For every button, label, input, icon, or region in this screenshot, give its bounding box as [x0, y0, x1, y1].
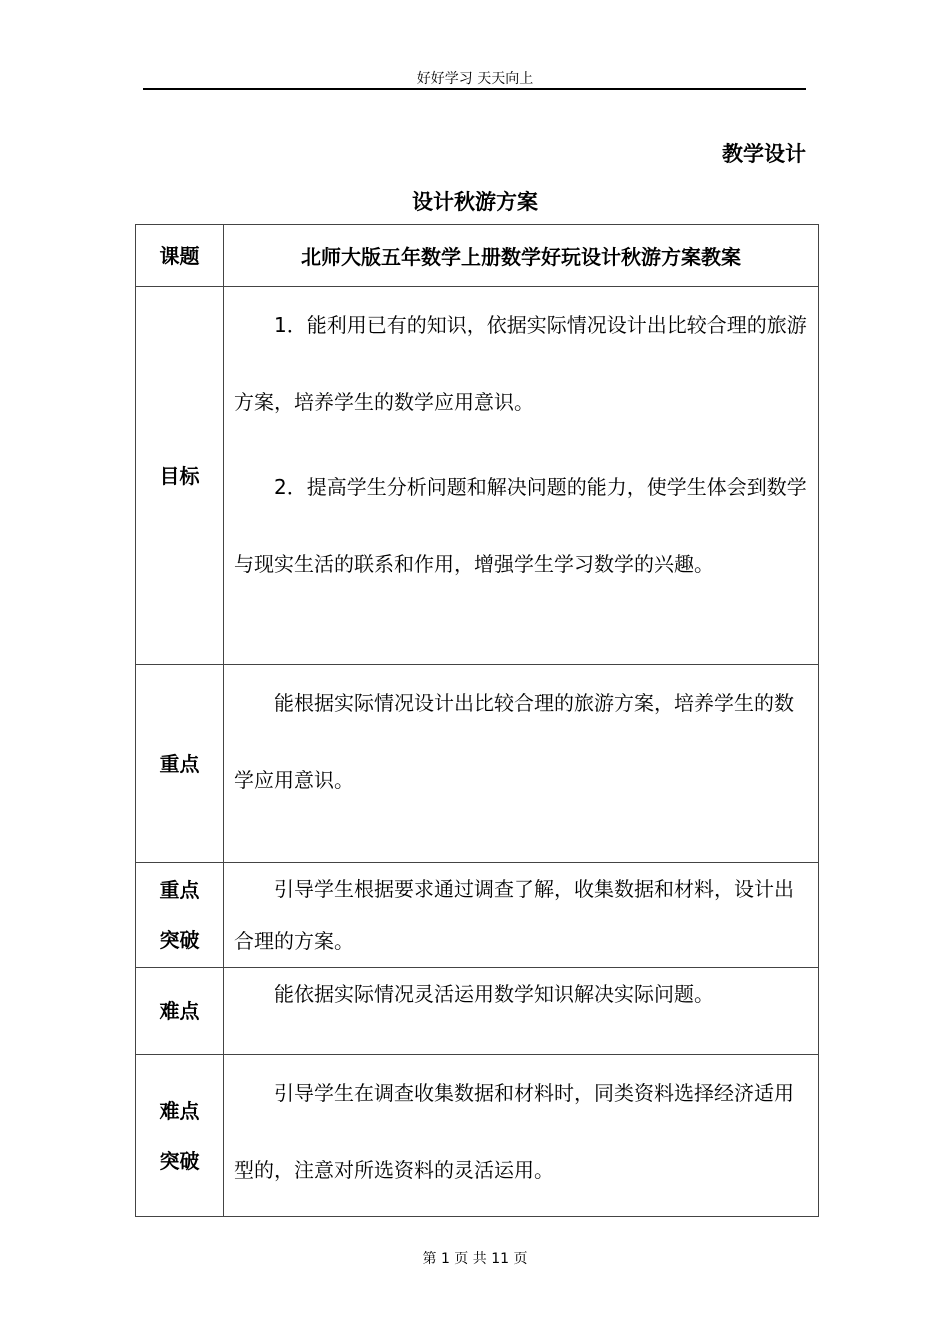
document-label: 教学设计 — [722, 142, 806, 166]
table-row-goals — [136, 287, 819, 665]
difficulty-breakthrough-paragraph: 引导学生在调查收集数据和材料时，同类资料选择经济适用型的，注意对所选资料的灵活运用。 — [234, 1081, 794, 1182]
key-breakthrough-label — [136, 863, 224, 968]
table-row-key-breakthrough — [136, 863, 819, 968]
table-row-difficulty — [136, 968, 819, 1055]
key-point-label: 重点 — [136, 665, 224, 863]
difficulty-breakthrough-label-line-2: 突破 — [159, 1148, 200, 1173]
goals-content — [224, 287, 819, 665]
goals-label: 目标 — [136, 287, 224, 665]
difficulty-content — [224, 968, 819, 1055]
subject-value: 北师大版五年数学上册数学好玩设计秋游方案教案 — [224, 225, 819, 287]
subject-label: 课题 — [136, 225, 224, 287]
table-row-subject — [136, 225, 819, 287]
key-breakthrough-label-line-2: 突破 — [159, 928, 200, 952]
difficulty-breakthrough-label-line-1: 难点 — [159, 1098, 200, 1123]
difficulty-paragraph: 能依据实际情况灵活运用数学知识解决实际问题。 — [274, 982, 714, 1006]
difficulty-breakthrough-content — [224, 1055, 819, 1217]
key-breakthrough-content — [224, 863, 819, 968]
table-row-difficulty-breakthrough — [136, 1055, 819, 1217]
page-footer: 第 1 页 共 11 页 — [422, 1251, 528, 1267]
lesson-plan-table — [135, 224, 819, 1217]
key-breakthrough-label-line-1: 重点 — [159, 878, 200, 902]
page-header: 好好学习 天天向上 — [416, 71, 534, 87]
table-row-key-point — [136, 665, 819, 863]
goals-paragraph-1: 1．能利用已有的知识，依据实际情况设计出比较合理的旅游方案，培养学生的数学应用意识。 — [234, 313, 807, 414]
header-divider — [143, 88, 806, 90]
key-point-paragraph: 能根据实际情况设计出比较合理的旅游方案，培养学生的数学应用意识。 — [234, 691, 794, 792]
difficulty-breakthrough-label — [136, 1055, 224, 1217]
document-title: 设计秋游方案 — [412, 190, 538, 214]
key-point-content — [224, 665, 819, 863]
goals-paragraph-2: 2．提高学生分析问题和解决问题的能力，使学生体会到数学与现实生活的联系和作用，增强学生学习数学的兴趣。 — [234, 475, 807, 576]
difficulty-label: 难点 — [136, 968, 224, 1055]
key-breakthrough-paragraph: 引导学生根据要求通过调查了解，收集数据和材料，设计出合理的方案。 — [234, 877, 794, 953]
